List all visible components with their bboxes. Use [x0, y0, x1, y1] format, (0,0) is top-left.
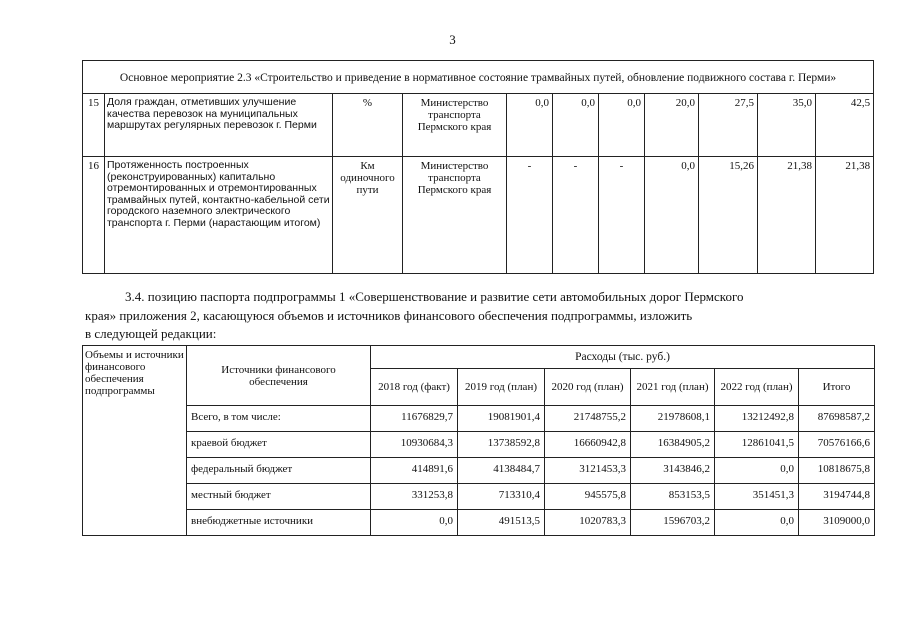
row-number: 16: [83, 157, 105, 274]
table-row: [83, 406, 875, 432]
indicator-value: 42,5: [816, 94, 874, 157]
amount-cell: 70576166,6: [799, 432, 875, 458]
amount-cell: 945575,8: [545, 484, 631, 510]
year-header: 2021 год (план): [631, 369, 715, 406]
funding-source: внебюджетные источники: [187, 510, 371, 536]
amount-cell: 0,0: [371, 510, 458, 536]
page-number: 3: [449, 32, 456, 47]
indicator-value: 0,0: [507, 94, 553, 157]
funding-source: федеральный бюджет: [187, 458, 371, 484]
table-row: [83, 157, 874, 274]
indicator-unit: Км одиночного пути: [333, 157, 403, 274]
paragraph-line: 3.4. позицию паспорта подпрограммы 1 «Совершенствование и развитие сети автомобильных дорог Пермского: [125, 289, 744, 304]
indicator-value: 0,0: [645, 157, 699, 274]
amount-cell: 10818675,8: [799, 458, 875, 484]
indicator-value: 35,0: [758, 94, 816, 157]
amount-cell: 10930684,3: [371, 432, 458, 458]
amount-cell: 4138484,7: [458, 458, 545, 484]
year-header: 2018 год (факт): [371, 369, 458, 406]
indicator-unit: %: [333, 94, 403, 157]
indicator-value: 15,26: [699, 157, 758, 274]
amount-cell: 853153,5: [631, 484, 715, 510]
amount-cell: 11676829,7: [371, 406, 458, 432]
amount-cell: 21978608,1: [631, 406, 715, 432]
funding-source: местный бюджет: [187, 484, 371, 510]
amount-cell: 1596703,2: [631, 510, 715, 536]
amount-cell: 3109000,0: [799, 510, 875, 536]
amount-cell: 351451,3: [715, 484, 799, 510]
total-header: Итого: [799, 369, 875, 406]
amount-cell: 414891,6: [371, 458, 458, 484]
indicator-description: Доля граждан, отметивших улучшение качества перевозок на муниципальных маршрутах регулярных перевозок г. Перми: [105, 94, 333, 157]
paragraph-line: края» приложения 2, касающуюся объемов и источников финансового обеспечения подпрограммы, изложить: [85, 307, 693, 323]
indicator-value: 0,0: [553, 94, 599, 157]
table-row: [83, 94, 874, 157]
finance-left-label: Объемы и источники финансового обеспечения подпрограммы: [83, 346, 187, 536]
amount-cell: 3143846,2: [631, 458, 715, 484]
funding-source: Всего, в том числе:: [187, 406, 371, 432]
amount-cell: 0,0: [715, 510, 799, 536]
amount-cell: 491513,5: [458, 510, 545, 536]
amount-cell: 16660942,8: [545, 432, 631, 458]
amount-cell: 3194744,8: [799, 484, 875, 510]
indicator-value: 20,0: [645, 94, 699, 157]
indicator-value: 0,0: [599, 94, 645, 157]
expenses-header: Расходы (тыс. руб.): [371, 346, 875, 369]
indicator-value: -: [599, 157, 645, 274]
amount-cell: 13212492,8: [715, 406, 799, 432]
amount-cell: 13738592,8: [458, 432, 545, 458]
amount-cell: 3121453,3: [545, 458, 631, 484]
responsible-party: Министерство транспорта Пермского края: [403, 157, 507, 274]
amount-cell: 713310,4: [458, 484, 545, 510]
indicators-table: [82, 60, 874, 274]
indicator-value: 21,38: [816, 157, 874, 274]
amendment-paragraph: [85, 288, 871, 344]
sources-header: Источники финансового обеспечения: [187, 346, 371, 406]
amount-cell: 0,0: [715, 458, 799, 484]
table-row: [83, 510, 875, 536]
indicator-value: -: [553, 157, 599, 274]
amount-cell: 19081901,4: [458, 406, 545, 432]
amount-cell: 21748755,2: [545, 406, 631, 432]
amount-cell: 12861041,5: [715, 432, 799, 458]
amount-cell: 331253,8: [371, 484, 458, 510]
funding-source: краевой бюджет: [187, 432, 371, 458]
amount-cell: 1020783,3: [545, 510, 631, 536]
activity-header: Основное мероприятие 2.3 «Строительство и приведение в нормативное состояние трамвайных путей, обновление подвижного состава г. Перми»: [83, 61, 874, 94]
indicator-value: -: [507, 157, 553, 274]
indicator-value: 27,5: [699, 94, 758, 157]
table-row: [83, 458, 875, 484]
year-header: 2020 год (план): [545, 369, 631, 406]
indicator-value: 21,38: [758, 157, 816, 274]
indicator-description: Протяженность построенных (реконструированных) капитально отремонтированных и отремонтированных трамвайных путей, контактно-кабельной сети городского наземного электрического транспорта г. Перми (нарастающим итогом): [105, 157, 333, 274]
year-header: 2022 год (план): [715, 369, 799, 406]
responsible-party: Министерство транспорта Пермского края: [403, 94, 507, 157]
paragraph-line: в следующей редакции:: [85, 326, 217, 341]
year-header: 2019 год (план): [458, 369, 545, 406]
table-row: [83, 432, 875, 458]
row-number: 15: [83, 94, 105, 157]
finance-table: [82, 345, 875, 536]
amount-cell: 16384905,2: [631, 432, 715, 458]
table-row: [83, 484, 875, 510]
amount-cell: 87698587,2: [799, 406, 875, 432]
